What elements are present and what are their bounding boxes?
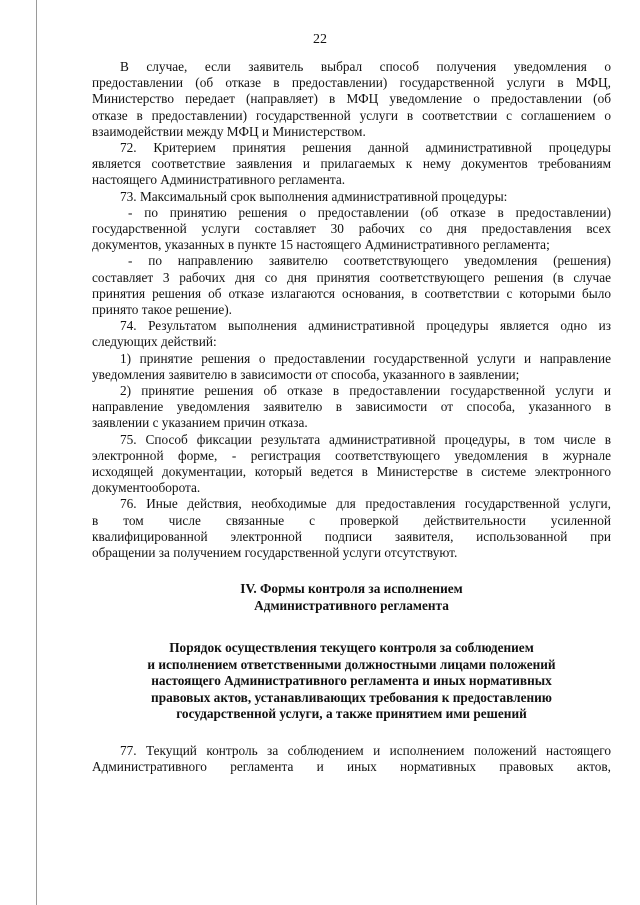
- text-line: квалифицированной электронной подписи заявителя, использованной при: [92, 528, 611, 544]
- subsection-heading: [92, 640, 611, 723]
- heading-line: настоящего Административного регламента и иных нормативных: [151, 673, 552, 689]
- text-line: 72. Критерием принятия решения данной административной процедуры: [120, 140, 611, 156]
- page-number: 22: [313, 32, 327, 47]
- text-line: предоставлении (об отказе в предоставлении) государственной услуги в МФЦ,: [92, 75, 611, 91]
- paragraph-72: [92, 140, 611, 189]
- text-line: 2) принятие решения об отказе в предоставлении государственной услуги и: [120, 383, 611, 399]
- text-line: исходящей документации, который ведется в Министерстве в системе электронного: [92, 464, 611, 480]
- text-line: государственной услуги составляет 30 рабочих со дня предоставления всех: [92, 221, 611, 237]
- text-line: - по принятию решения о предоставлении (об отказе в предоставлении): [128, 204, 611, 220]
- text-line: 76. Иные действия, необходимые для предоставления государственной услуги,: [120, 496, 611, 512]
- paragraph-73: [92, 189, 611, 205]
- paragraph-74-item-1: [92, 351, 611, 383]
- text-line: настоящего Административного регламента.: [92, 172, 346, 188]
- paragraph-list: [92, 59, 611, 561]
- text-line: в том числе связанные с проверкой действительности усиленной: [92, 512, 611, 528]
- heading-line: Порядок осуществления текущего контроля за соблюдением: [169, 640, 534, 656]
- text-line: 77. Текущий контроль за соблюдением и исполнением положений настоящего: [120, 742, 611, 758]
- text-line: 73. Максимальный срок выполнения административной процедуры:: [120, 188, 508, 204]
- heading-line: IV. Формы контроля за исполнением: [240, 581, 463, 597]
- text-line: направление уведомления заявителю в зависимости от способа, указанного в: [92, 399, 611, 415]
- text-line: следующих действий:: [92, 334, 217, 350]
- text-line: отказе в предоставлении) государственной услуги в соответствии с соглашением о: [92, 107, 611, 123]
- paragraph-74-item-2: [92, 383, 611, 432]
- paragraph-76: [92, 496, 611, 561]
- text-line: взаимодействии между МФЦ и Министерством.: [92, 123, 366, 139]
- text-line: является соответствие заявления и прилагаемых к нему документов требованиям: [92, 156, 611, 172]
- heading-line: Административного регламента: [254, 597, 449, 613]
- text-line: В случае, если заявитель выбрал способ получения уведомления о: [120, 59, 611, 74]
- text-line: 75. Способ фиксации результата административной процедуры, в том числе в: [120, 431, 611, 447]
- section-heading: [92, 581, 611, 614]
- paragraph-74: [92, 318, 611, 350]
- text-line: обращении за получением государственной услуги отсутствуют.: [92, 545, 458, 561]
- text-line: электронной форме, - регистрация соответствующего уведомления в журнале: [92, 447, 611, 463]
- text-line: заявлении с указанием причин отказа.: [92, 415, 308, 431]
- text-line: 74. Результатом выполнения административной процедуры является одно из: [120, 318, 611, 334]
- page-edge-line: [36, 0, 37, 905]
- heading-line: и исполнением ответственными должностными лицами положений: [147, 656, 556, 672]
- text-line: принятия решения об отказе излагаются основания, в соответствии с которыми было: [92, 285, 611, 301]
- text-line: Министерство передает (направляет) в МФЦ уведомление о предоставлении (об: [92, 91, 611, 107]
- text-line: документов, указанных в пункте 15 настоящего Административного регламента;: [92, 237, 550, 253]
- text-line: документооборота.: [92, 480, 201, 496]
- paragraph-77: [92, 743, 611, 775]
- document-body: [92, 59, 611, 775]
- text-line: составляет 3 рабочих дня со дня принятия соответствующего решения (в случае: [92, 269, 611, 285]
- text-line: - по направлению заявителю соответствующего уведомления (решения): [128, 253, 611, 269]
- text-line: Административного регламента и иных нормативных правовых актов,: [92, 759, 611, 774]
- heading-line: правовых актов, устанавливающих требования к предоставлению: [151, 689, 552, 705]
- text-line: 1) принятие решения о предоставлении государственной услуги и направление: [120, 350, 611, 366]
- text-line: принято такое решение).: [92, 302, 232, 318]
- heading-line: государственной услуги, а также принятием ими решений: [176, 706, 527, 722]
- paragraph-mfc-notice: [92, 59, 611, 140]
- text-line: уведомления заявителю в зависимости от способа, указанного в заявлении;: [92, 366, 520, 382]
- paragraph-75: [92, 432, 611, 497]
- paragraph-73-item-b: [92, 253, 611, 318]
- paragraph-73-item-a: [92, 205, 611, 254]
